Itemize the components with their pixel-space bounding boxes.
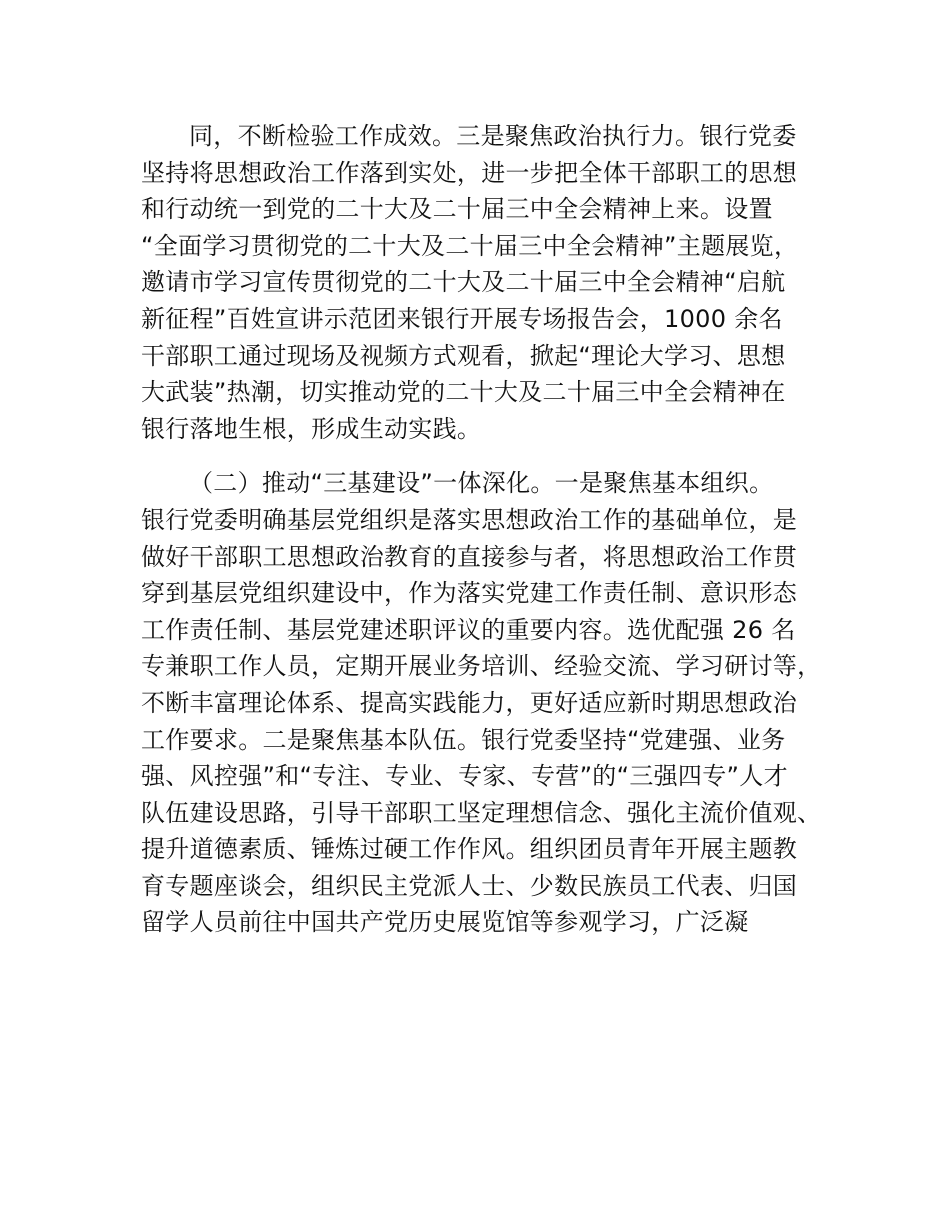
- paragraph-line: 工作责任制、基层党建述职评议的重要内容。选优配强 26 名: [141, 615, 796, 644]
- paragraph-line: 同，不断检验工作成效。三是聚焦政治执行力。银行党委: [189, 122, 797, 150]
- paragraph-2: [141, 465, 841, 941]
- paragraph-line: 队伍建设思路，引导干部职工坚定理想信念、强化主流价值观、: [141, 798, 822, 827]
- paragraph-line: 银行党委明确基层党组织是落实思想政治工作的基础单位，是: [141, 505, 798, 534]
- paragraph-1: [141, 118, 841, 447]
- paragraph-line: 提升道德素质、锤炼过硬工作作风。组织团员青年开展主题教: [141, 835, 798, 864]
- paragraph-line: 新征程”百姓宣讲示范团来银行开展专场报告会，1000 余名: [141, 304, 783, 333]
- paragraph-line: 穿到基层党组织建设中，作为落实党建工作责任制、意识形态: [141, 579, 798, 608]
- paragraph-line: 强、风控强”和“专注、专业、专家、专营”的“三强四专”人才: [141, 762, 788, 791]
- paragraph-line: 育专题座谈会，组织民主党派人士、少数民族员工代表、归国: [141, 871, 798, 900]
- paragraph-line: 专兼职工作人员，定期开展业务培训、经验交流、学习研讨等，: [141, 652, 822, 681]
- paragraph-line: 工作要求。二是聚焦基本队伍。银行党委坚持“党建强、业务: [141, 725, 786, 754]
- paragraph-line: 大武装”热潮，切实推动党的二十大及二十届三中全会精神在: [141, 378, 786, 407]
- paragraph-line: 坚持将思想政治工作落到实处，进一步把全体干部职工的思想: [141, 158, 798, 187]
- paragraph-line: 干部职工通过现场及视频方式观看，掀起“理论大学习、思想: [141, 341, 786, 370]
- paragraph-line: 银行落地生根，形成生动实践。: [141, 414, 482, 443]
- paragraph-spacer: [141, 447, 841, 465]
- paragraph-line: “全面学习贯彻党的二十大及二十届三中全会精神”主题展览，: [141, 231, 799, 260]
- paragraph-line: 留学人员前往中国共产党历史展览馆等参观学习，广泛凝: [141, 908, 749, 937]
- section-heading-line: （二）推动“三基建设”一体深化。一是聚焦基本组织。: [189, 469, 774, 498]
- paragraph-line: 和行动统一到党的二十大及二十届三中全会精神上来。设置: [141, 195, 773, 224]
- paragraph-line: 邀请市学习宣传贯彻党的二十大及二十届三中全会精神“启航: [141, 268, 786, 297]
- document-body: [141, 118, 841, 941]
- paragraph-line: 做好干部职工思想政治教育的直接参与者，将思想政治工作贯: [141, 542, 798, 571]
- paragraph-line: 不断丰富理论体系、提高实践能力，更好适应新时期思想政治: [141, 688, 798, 717]
